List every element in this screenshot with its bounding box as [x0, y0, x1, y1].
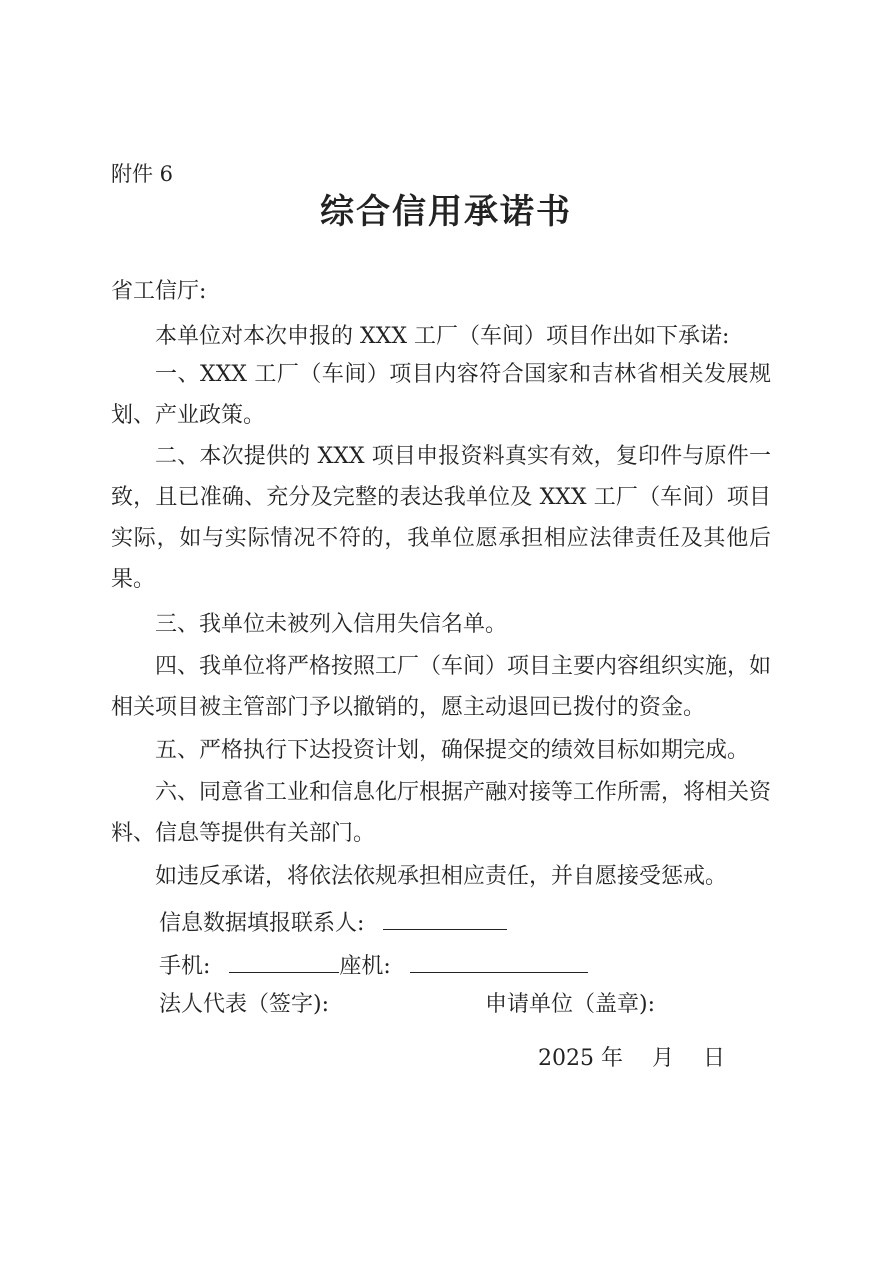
attachment-label: 附件 6 — [111, 162, 174, 186]
paragraph-1: 一、XXX 工厂（车间）项目内容符合国家和吉林省相关发展规划、产业政策。 — [111, 362, 771, 428]
paragraph-intro: 本单位对本次申报的 XXX 工厂（车间）项目作出如下承诺: — [155, 324, 730, 349]
phone-line — [159, 949, 588, 980]
applicant-label: 申请单位（盖章): — [485, 992, 655, 1017]
paragraph-5: 五、严格执行下达投资计划，确保提交的绩效目标如期完成。 — [155, 738, 750, 763]
contact-label: 信息数据填报联系人: — [159, 911, 365, 936]
document-title: 综合信用承诺书 — [320, 192, 572, 232]
salutation: 省工信厅: — [111, 279, 207, 304]
paragraph-6: 六、同意省工业和信息化厅根据产融对接等工作所需，将相关资料、信息等提供有关部门。 — [111, 780, 772, 846]
paragraph-4: 四、我单位将严格按照工厂（车间）项目主要内容组织实施，如相关项目被主管部门予以撤销的，愿主动退回已拨付的资金。 — [111, 654, 772, 720]
paragraph-3: 三、我单位未被列入信用失信名单。 — [155, 612, 508, 637]
landline-label: 座机: — [339, 954, 391, 979]
mobile-field[interactable] — [229, 950, 339, 973]
landline-field[interactable] — [410, 950, 588, 973]
contact-line — [159, 906, 507, 937]
legal-rep-label: 法人代表（签字): — [159, 992, 329, 1017]
date-line: 2025 年 月 日 — [538, 1046, 725, 1071]
paragraph-2: 二、本次提供的 XXX 项目申报资料真实有效，复印件与原件一致，且已准确、充分及完整的表达我单位及 XXX 工厂（车间）项目实际，如与实际情况不符的，我单位愿承担相应法律责任及其他后果。 — [111, 444, 771, 592]
mobile-label: 手机: — [159, 954, 211, 979]
paragraph-closing: 如违反承诺，将依法依规承担相应责任，并自愿接受惩戒。 — [155, 864, 728, 889]
contact-field[interactable] — [383, 907, 507, 930]
